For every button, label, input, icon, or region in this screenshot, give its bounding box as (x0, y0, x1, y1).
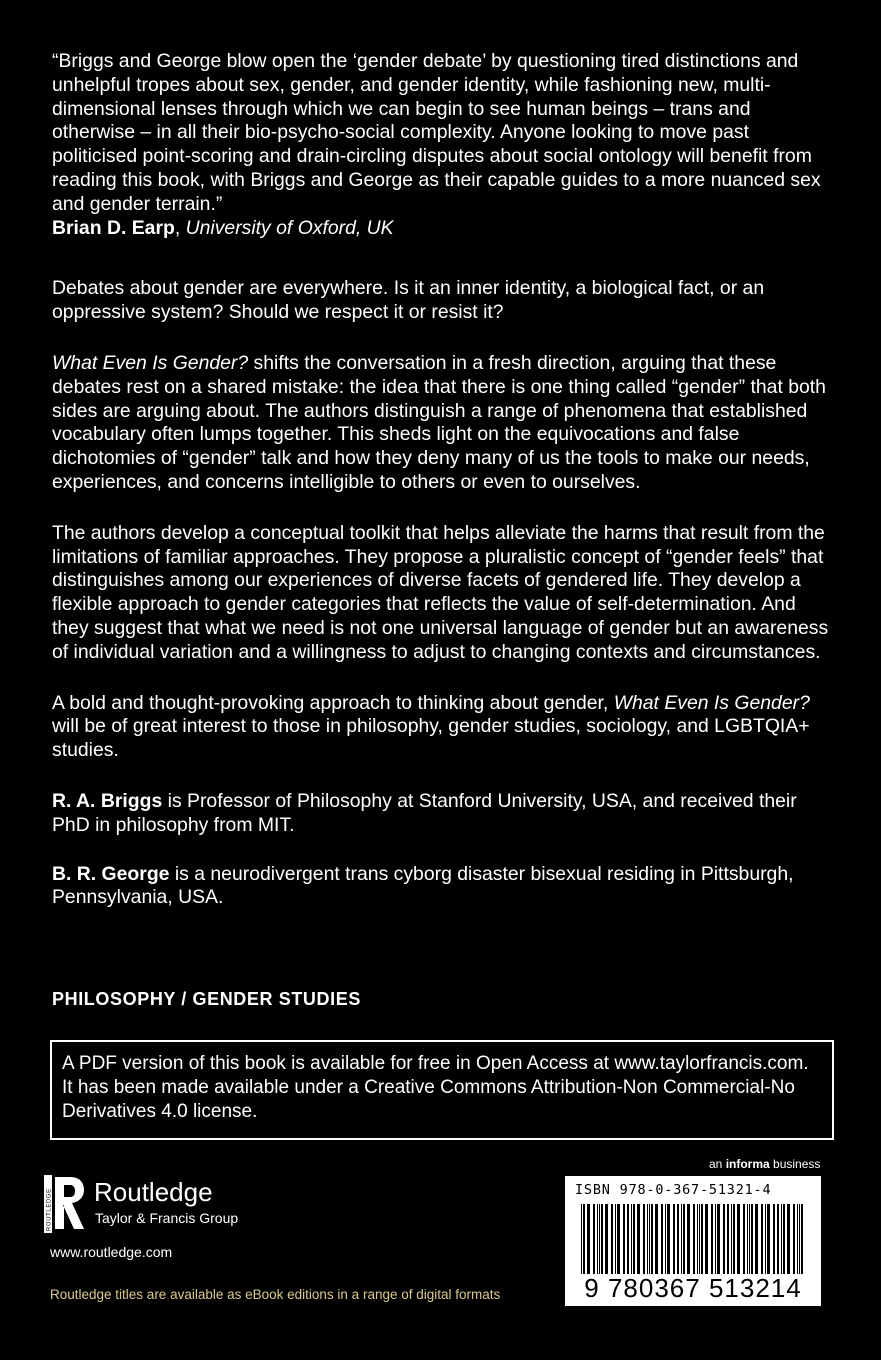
description-paragraph-1: Debates about gender are everywhere. Is it an inner identity, a biological fact, or an oppressive system? Should we respect it or resist it? (52, 277, 765, 324)
barcode-bar (587, 1204, 590, 1274)
isbn-label: ISBN 978-0-367-51321-4 (575, 1182, 772, 1198)
barcode-bar (649, 1204, 650, 1274)
barcode-bar (593, 1204, 595, 1274)
barcode-bar (727, 1204, 729, 1274)
subject-category: PHILOSOPHY / GENDER STUDIES (52, 989, 361, 1009)
barcode-bar (699, 1204, 700, 1274)
publisher-group: Taylor & Francis Group (95, 1210, 239, 1226)
barcode-bar (683, 1204, 685, 1274)
barcode-bar (731, 1204, 732, 1274)
book-title: What Even Is Gender? (613, 691, 810, 714)
barcode-bar (623, 1204, 625, 1274)
barcode-bar (651, 1204, 653, 1274)
author-name: R. A. Briggs (52, 789, 163, 812)
barcode-bar (647, 1204, 648, 1274)
barcode-bar (765, 1204, 766, 1274)
barcode-bar (723, 1204, 725, 1274)
barcode-bar (677, 1204, 679, 1274)
barcode-bar (633, 1204, 635, 1274)
barcode-bar (611, 1204, 613, 1274)
barcode-bar (797, 1204, 798, 1274)
barcode-bar (787, 1204, 790, 1274)
logo-vertical-text: ROUTLEDGE (46, 1188, 53, 1231)
barcode-bar (773, 1204, 775, 1274)
barcode-bar (761, 1204, 763, 1274)
quote-text: “Briggs and George blow open the ‘gender debate’ by questioning tired distinctions and unhelpful tropes about sex, gender, and gender identity, while fashioning new, multi-dimensional lenses through which we can begin to see human beings – trans and otherwise – in all their bio-psycho-social complexity. Anyone looking to move past politicised point-scoring and drain-circling disputes about social ontology will benefit from reading this book, with Briggs and George as their capable guides to a more nuanced sex and gender terrain.” (52, 50, 821, 215)
barcode-bar (737, 1204, 740, 1274)
barcode-bar (801, 1204, 803, 1274)
author-bio-george: B. R. George is a neurodivergent trans cyborg disaster bisexual residing in Pittsburgh, Pennsylvania, USA. (52, 862, 794, 909)
description-paragraph-3: The authors develop a conceptual toolkit that helps alleviate the harms that result from the limitations of familiar approaches. They propose a pluralistic concept of “gender feels” that distinguishes among our experiences of diverse facets of gendered life. They develop a flexible approach to gender categories that reflects the value of self-determination. And they suggest that what we need is not one universal language of gender but an awareness of individual variation and a willingness to adjust to changing contexts and circumstances. (52, 521, 829, 663)
barcode-bar (673, 1204, 675, 1274)
barcode-bar (793, 1204, 795, 1274)
barcode-bar (661, 1204, 663, 1274)
publisher-website: www.routledge.com (50, 1244, 173, 1260)
barcode (565, 1176, 821, 1306)
barcode-bar (747, 1204, 748, 1274)
barcode-bar (643, 1204, 645, 1274)
barcode-bar (755, 1204, 758, 1274)
barcode-bar (597, 1204, 598, 1274)
barcode-bar (701, 1204, 703, 1274)
author-name: B. R. George (52, 862, 170, 885)
barcode-bar (781, 1204, 782, 1274)
barcode-bar (767, 1204, 770, 1274)
barcode-bar (733, 1204, 735, 1274)
barcode-bar (681, 1204, 682, 1274)
endorsement-quote: “Briggs and George blow open the ‘gender debate’ by questioning tired distinctions and unhelpful tropes about sex, gender, and gender identity, while fashioning new, multi-dimensional lenses through which we can begin to see human beings – trans and otherwise – in all their bio-psycho-social complexity. Anyone looking to move past politicised point-scoring and drain-circling disputes about social ontology will benefit from reading this book, with Briggs and George as their capable guides to a more nuanced sex and gender terrain.” Brian D. Earp, University of Oxford, UK (52, 50, 821, 239)
barcode-bar (615, 1204, 616, 1274)
barcode-bar (693, 1204, 695, 1274)
book-title: What Even Is Gender? (52, 351, 249, 374)
quote-author: Brian D. Earp (52, 216, 175, 239)
barcode-bar (599, 1204, 600, 1274)
barcode-bar (717, 1204, 720, 1274)
open-access-notice (50, 1040, 834, 1140)
barcode-bar (667, 1204, 670, 1274)
barcode-bar (743, 1204, 745, 1274)
barcode-bars (581, 1204, 805, 1274)
author-bio-briggs: R. A. Briggs is Professor of Philosophy at Stanford University, USA, and received their PhD in philosophy from MIT. (52, 789, 797, 836)
barcode-bar (697, 1204, 698, 1274)
back-cover-text (52, 50, 837, 935)
routledge-r-icon (44, 1175, 86, 1233)
barcode-bar (637, 1204, 640, 1274)
publisher-name: Routledge (94, 1177, 213, 1207)
routledge-logo (44, 1175, 274, 1235)
barcode-bar (777, 1204, 779, 1274)
barcode-bar (583, 1204, 585, 1274)
barcode-bar (715, 1204, 716, 1274)
barcode-bar (617, 1204, 620, 1274)
barcode-bar (799, 1204, 800, 1274)
barcode-bar (783, 1204, 785, 1274)
ebook-note: Routledge titles are available as eBook editions in a range of digital formats (50, 1287, 501, 1302)
barcode-bar (601, 1204, 603, 1274)
barcode-bar (687, 1204, 690, 1274)
barcode-bar (655, 1204, 658, 1274)
barcode-bar (581, 1204, 582, 1274)
open-access-text: A PDF version of this book is available for free in Open Access at www.taylorfrancis.com. It has been made available under a Creative Commons Attribution-Non Commercial-No Derivatives 4.0 license. (62, 1053, 809, 1122)
barcode-bar (627, 1204, 629, 1274)
informa-tagline: an informa business (709, 1157, 821, 1171)
barcode-bar (711, 1204, 713, 1274)
barcode-bar (605, 1204, 608, 1274)
description-paragraph-4: A bold and thought-provoking approach to thinking about gender, What Even Is Gender? will be of great interest to those in philosophy, gender studies, sociology, and LGBTQIA+ studies. (52, 691, 810, 762)
barcode-bar (665, 1204, 666, 1274)
barcode-bar (631, 1204, 632, 1274)
barcode-number: 9 780367 513214 (584, 1273, 802, 1303)
barcode-bar (751, 1204, 753, 1274)
quote-affiliation: University of Oxford, UK (185, 216, 394, 239)
description-paragraph-2: What Even Is Gender? shifts the conversation in a fresh direction, arguing that these debates rest on a shared mistake: the idea that there is one thing called “gender” that both sides are arguing about. The authors distinguish a range of phenomena that established vocabulary often lumps together. This sheds light on the equivocations and false dichotomies of “gender” talk and how they deny many of us the tools to make our needs, experiences, and concerns intelligible to others or even to ourselves. (52, 351, 826, 493)
barcode-bar (705, 1204, 708, 1274)
barcode-bar (749, 1204, 750, 1274)
